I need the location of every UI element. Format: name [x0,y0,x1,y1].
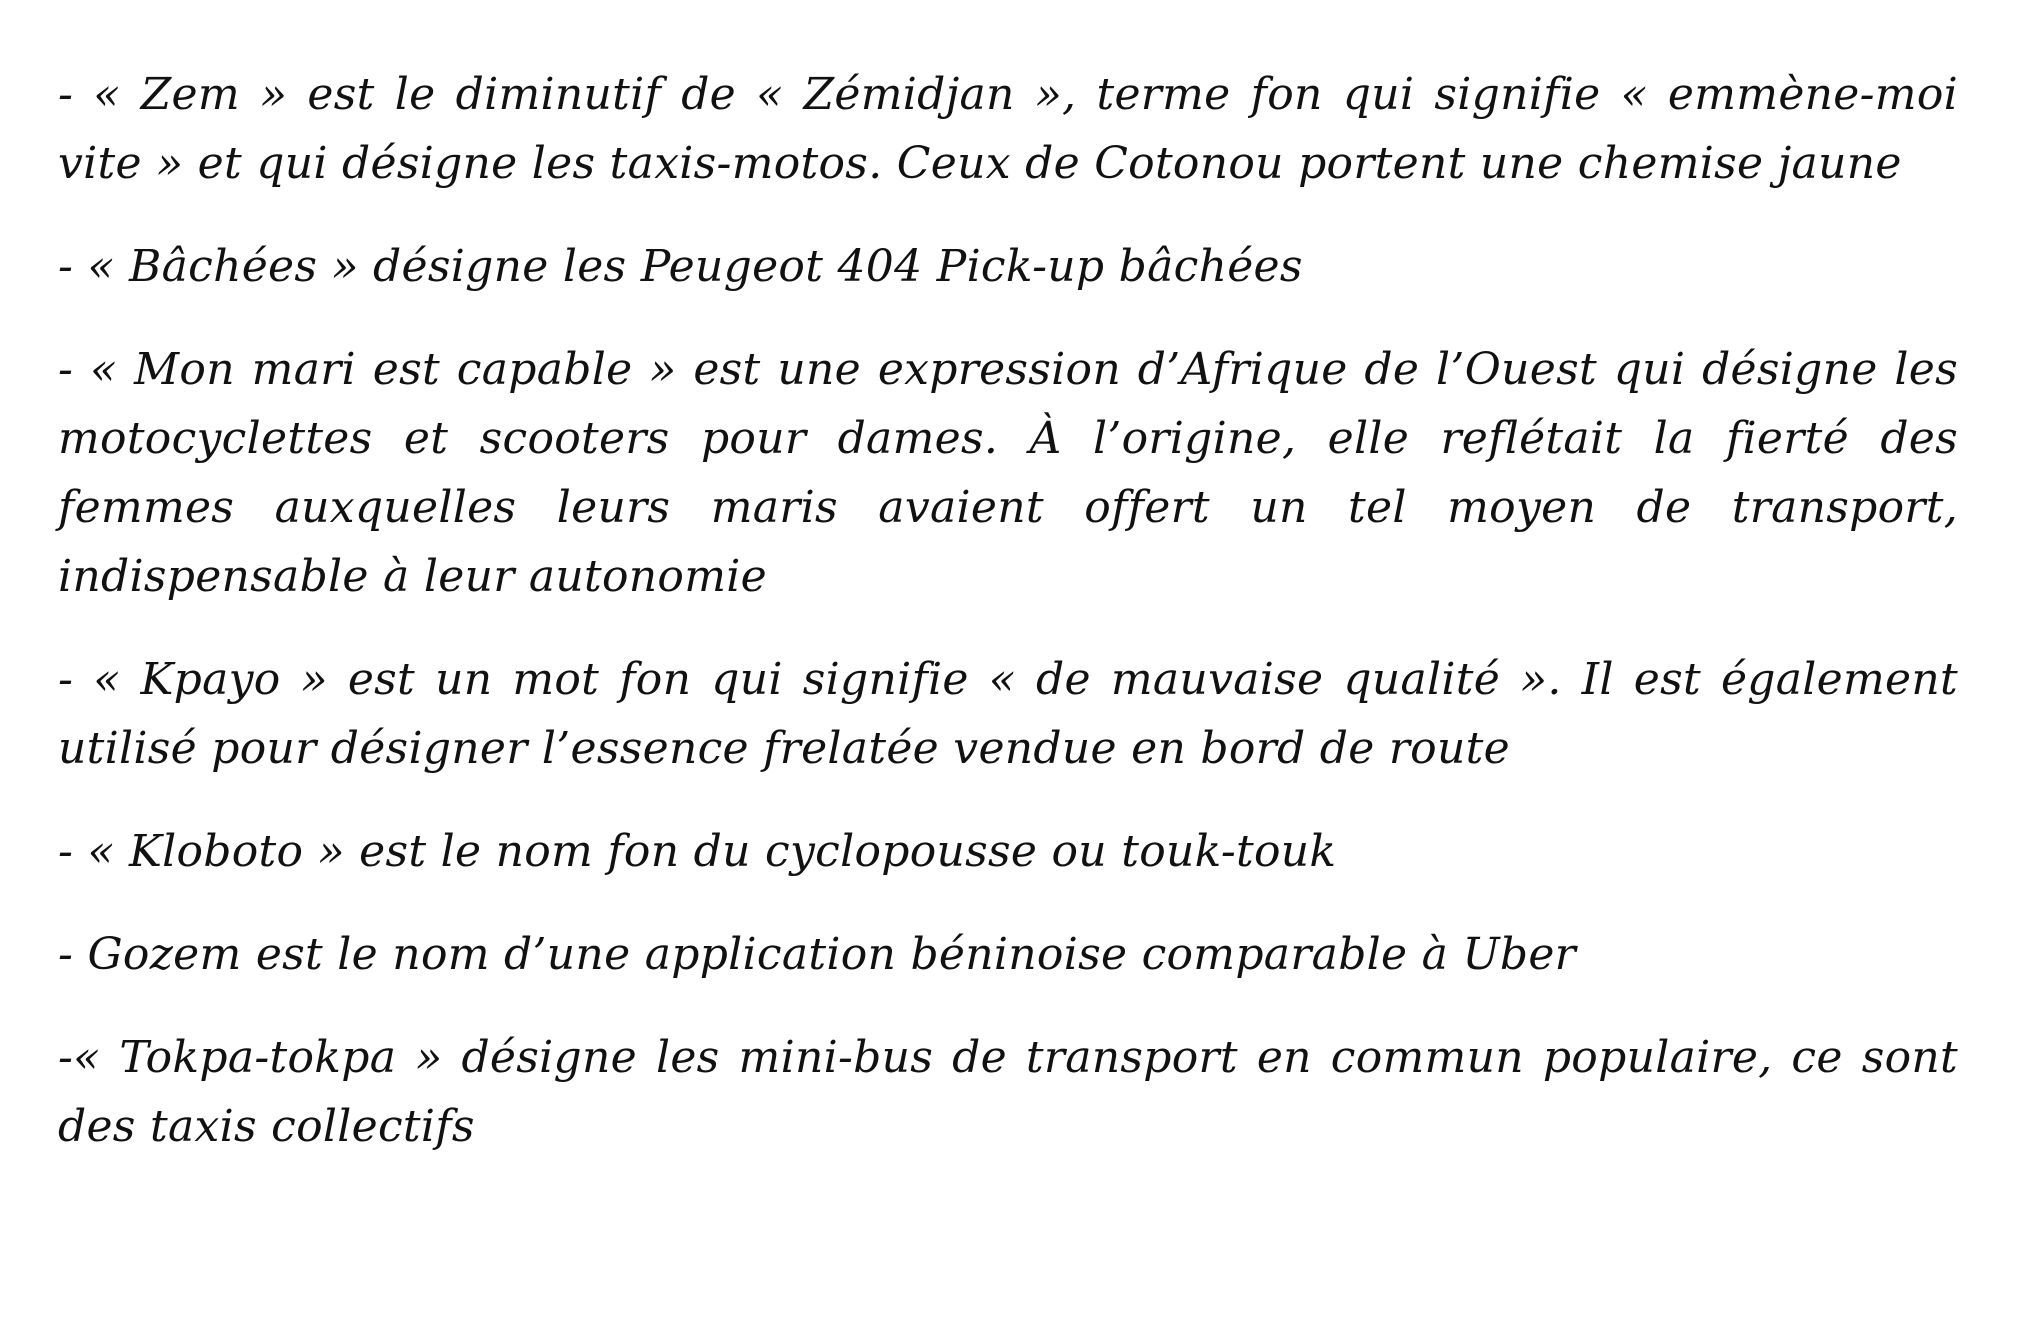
glossary-entry-zem: - « Zem » est le diminutif de « Zémidjan », terme fon qui signifie « emmène-moi vite » et qui désigne les taxis-motos. Ceux de Cotonou portent une chemise jaune [58,69,1958,189]
glossary-entry-kloboto: - « Kloboto » est le nom fon du cyclopousse ou touk-touk [58,826,1337,877]
glossary-document [58,60,1958,1161]
glossary-entry-bachees: - « Bâchées » désigne les Peugeot 404 Pick-up bâchées [58,241,1303,292]
glossary-entry-tokpa-tokpa: -« Tokpa-tokpa » désigne les mini-bus de transport en commun populaire, ce sont des taxis collectifs [58,1032,1958,1152]
glossary-entry-mon-mari-est-capable: - « Mon mari est capable » est une expression d’Afrique de l’Ouest qui désigne les motocyclettes et scooters pour dames. À l’origine, elle reflétait la fierté des femmes auxquelles leurs maris avaient offert un tel moyen de transport, indispensable à leur autonomie [58,344,1958,602]
glossary-entry-kpayo: - « Kpayo » est un mot fon qui signifie « de mauvaise qualité ». Il est également utilisé pour désigner l’essence frelatée vendue en bord de route [58,654,1958,774]
glossary-entry-gozem: - Gozem est le nom d’une application béninoise comparable à Uber [58,929,1576,980]
